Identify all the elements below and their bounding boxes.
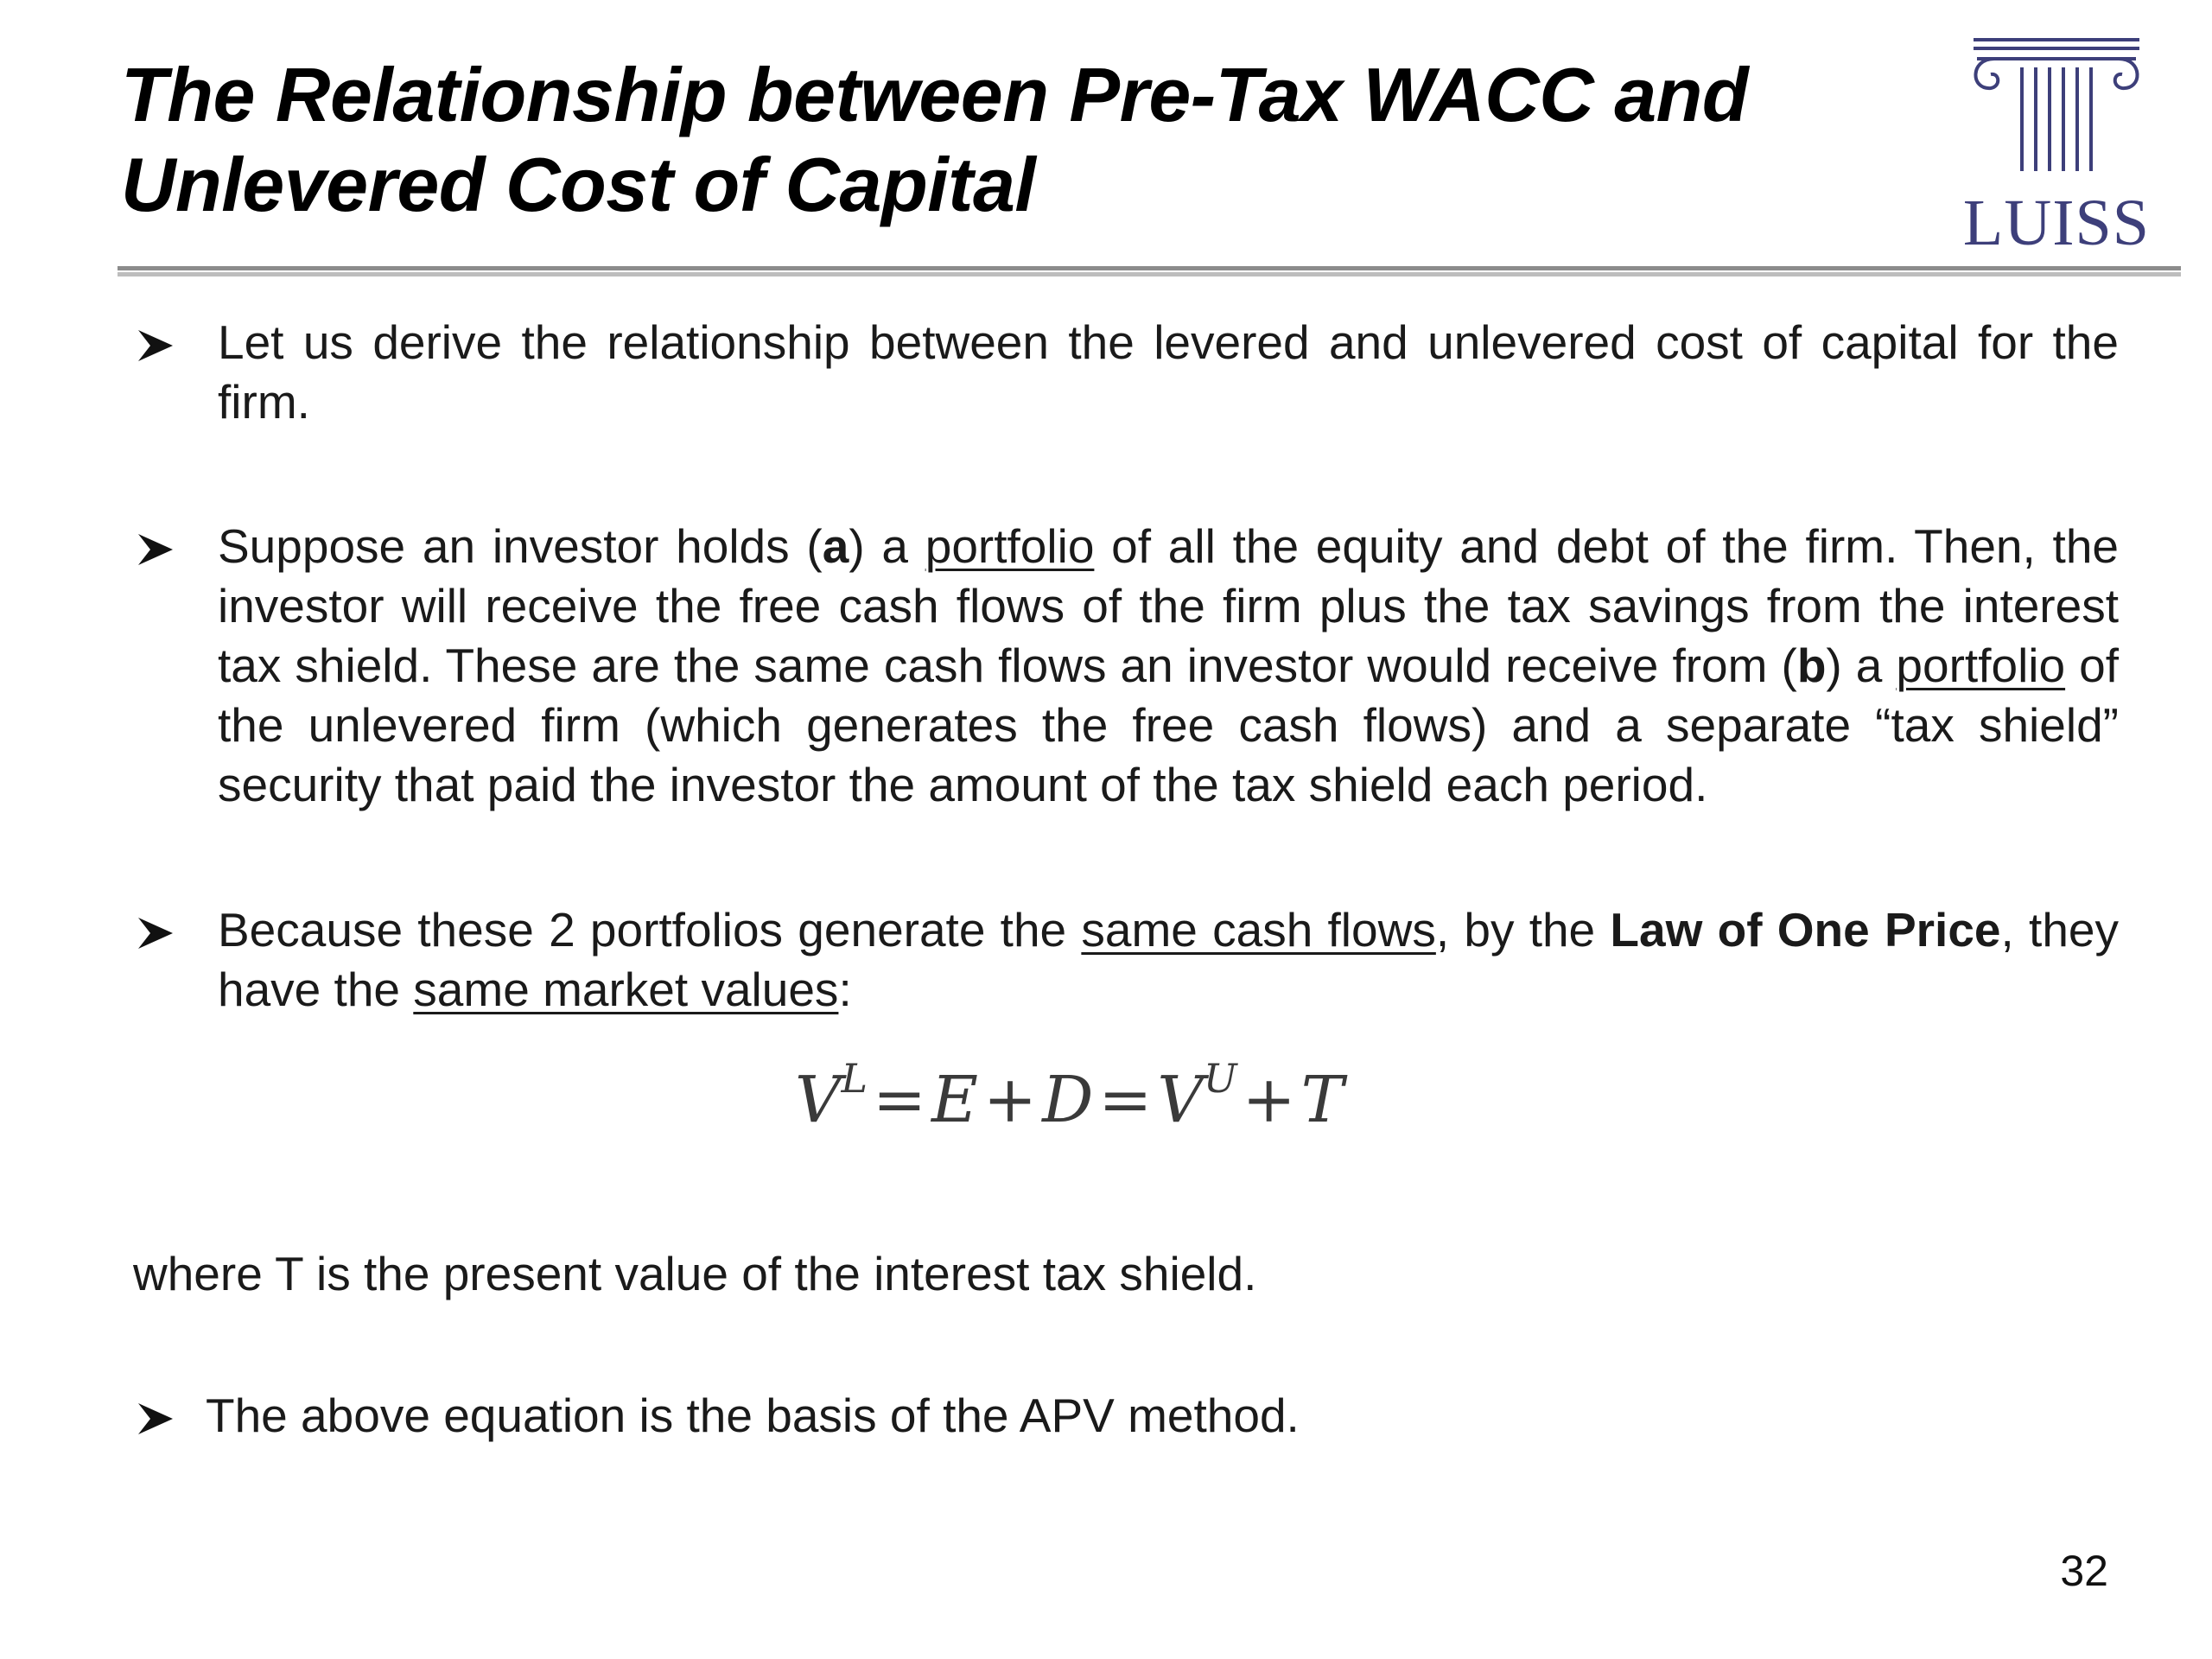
bullet-text-1: Let us derive the relationship between the levered and unlevered cost of capital for the firm. bbox=[218, 315, 2119, 429]
text-segment: of all the equity and debt of the firm. Then, the investor will receive the free cash flows of the firm plus the tax savings from the interest tax shield. These are the same cash flows an investor would receive from ( bbox=[218, 519, 2119, 692]
bullet-text-3 bbox=[218, 900, 2119, 1020]
eq-operator: = bbox=[1098, 1063, 1153, 1137]
slide-title-line-1: The Relationship between Pre-Tax WACC and bbox=[121, 52, 1749, 137]
underlined-same-cash-flows: same cash flows bbox=[1081, 903, 1436, 957]
text-segment: ) a bbox=[849, 519, 925, 573]
eq-superscript: L bbox=[841, 1055, 868, 1103]
arrowhead-bullet-icon bbox=[135, 313, 187, 372]
eq-symbol: V bbox=[795, 1063, 842, 1137]
text-segment: , by the bbox=[1435, 903, 1611, 957]
text-segment: of the unlevered firm (which generates the free cash flows) and a separate “tax shield” security that paid the investor the amount of the tax shield each period. bbox=[218, 639, 2120, 811]
text-segment: , they have the bbox=[218, 903, 2119, 1016]
text-segment: ) a bbox=[1826, 639, 1897, 692]
eq-operator: + bbox=[983, 1063, 1038, 1137]
logo-text: LUISS bbox=[1962, 187, 2151, 259]
underlined-portfolio-1: portfolio bbox=[925, 519, 1095, 573]
eq-operator: = bbox=[873, 1063, 927, 1137]
page-number: 32 bbox=[2060, 1547, 2108, 1595]
text-segment: : bbox=[838, 963, 852, 1016]
slide-title-line-2: Unlevered Cost of Capital bbox=[121, 142, 1036, 227]
eq-superscript: U bbox=[1203, 1055, 1237, 1103]
eq-symbol: V bbox=[1157, 1063, 1204, 1137]
text-segment: Suppose an investor holds ( bbox=[218, 519, 823, 573]
title-divider bbox=[118, 266, 2181, 278]
eq-symbol: T bbox=[1300, 1063, 1344, 1137]
eq-symbol: D bbox=[1042, 1063, 1094, 1137]
bold-label-a: a bbox=[822, 519, 849, 573]
text-segment: Because these 2 portfolios generate the bbox=[218, 903, 1082, 957]
bold-law-of-one-price: Law of One Price bbox=[1610, 903, 2001, 957]
value-equation bbox=[795, 1052, 1452, 1147]
arrowhead-bullet-icon bbox=[135, 1386, 187, 1446]
arrowhead-bullet-icon bbox=[135, 517, 187, 576]
underlined-portfolio-2: portfolio bbox=[1896, 639, 2066, 692]
where-text: where T is the present value of the interest tax shield. bbox=[133, 1247, 1257, 1300]
eq-operator: + bbox=[1242, 1063, 1296, 1137]
bullet-text-2 bbox=[218, 517, 2119, 815]
bold-label-b: b bbox=[1796, 639, 1827, 692]
luiss-logo bbox=[1961, 33, 2152, 257]
underlined-same-market-values: same market values bbox=[413, 963, 839, 1016]
bullet-text-4: The above equation is the basis of the APV method. bbox=[206, 1389, 1300, 1442]
column-icon bbox=[1961, 33, 2152, 188]
arrowhead-bullet-icon bbox=[135, 900, 187, 960]
eq-symbol: E bbox=[931, 1063, 979, 1137]
slide-title bbox=[121, 50, 1832, 230]
